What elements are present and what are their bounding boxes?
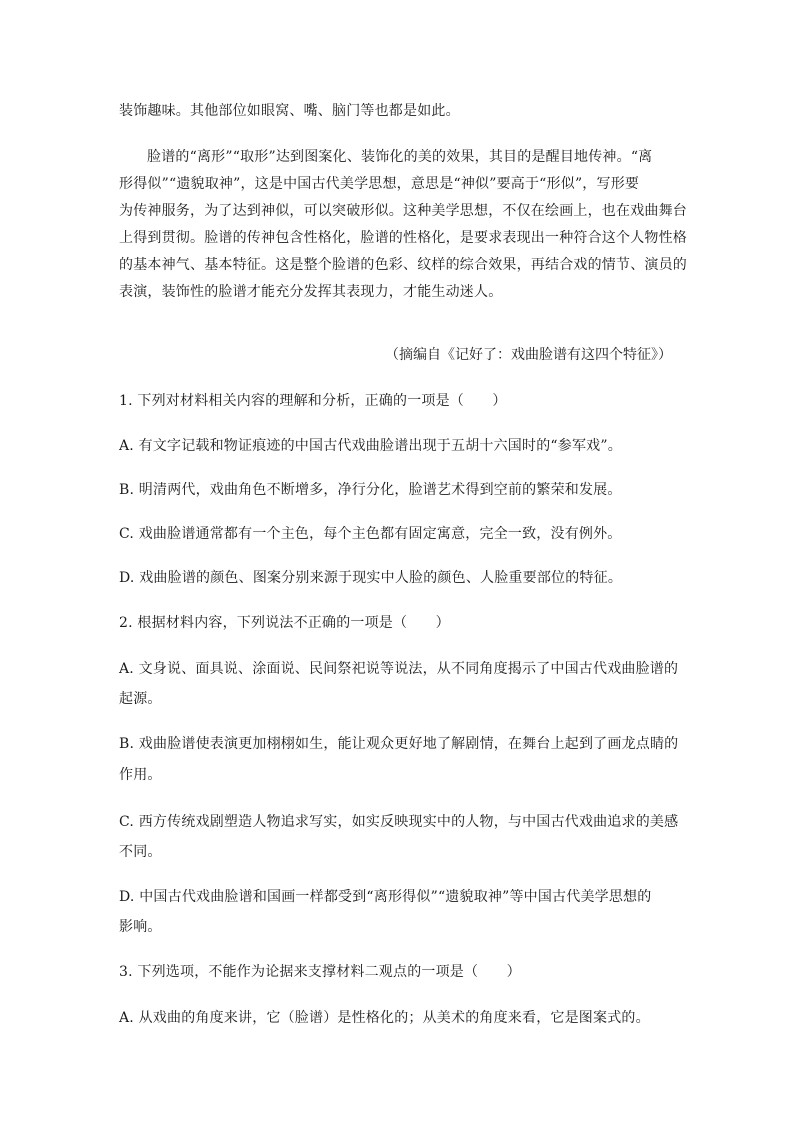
paragraph-line: 形得似”“遗貌取神”，这是中国古代美学思想，意思是“神似”要高于“形似”，写形要: [119, 176, 640, 192]
continuation-line: 装饰趣味。其他部位如眼窝、嘴、脑门等也都是如此。: [119, 103, 460, 119]
question-stem: 2. 根据材料内容，下列说法不正确的一项是（ ）: [119, 615, 450, 631]
option-line: A. 从戏曲的角度来讲，它（脸谱）是性格化的；从美术的角度来看，它是图案式的。: [119, 1010, 650, 1026]
paragraph-line: 的基本神气、基本特征。这是整个脸谱的色彩、纹样的综合效果，再结合戏的情节、演员的: [119, 257, 687, 273]
paragraph-line: 上得到贯彻。脸谱的传神包含性格化，脸谱的性格化，是要求表现出一种符合这个人物性格: [119, 230, 687, 246]
option-line: A. 有文字记载和物证痕迹的中国古代戏曲脸谱出现于五胡十六国时的“参军戏”。: [119, 438, 622, 454]
option-line: D. 戏曲脸谱的颜色、图案分别来源于现实中人脸的颜色、人脸重要部位的特征。: [119, 570, 623, 586]
paragraph-line: 脸谱的“离形”“取形”达到图案化、装饰化的美的效果，其目的是醒目地传神。“离: [147, 149, 653, 165]
option-line-continuation: 不同。: [119, 844, 162, 860]
option-line-continuation: 起源。: [119, 691, 162, 707]
paragraph-line: 表演，装饰性的脸谱才能充分发挥其表现力，才能生动迷人。: [119, 284, 503, 300]
option-line: B. 明清两代，戏曲角色不断增多，净行分化，脸谱艺术得到空前的繁荣和发展。: [119, 482, 622, 498]
option-line: D. 中国古代戏曲脸谱和国画一样都受到“离形得似”“遗貌取神”等中国古代美学思想的: [119, 889, 652, 905]
option-line-continuation: 影响。: [119, 919, 162, 935]
option-line: C. 戏曲脸谱通常都有一个主色，每个主色都有固定寓意，完全一致，没有例外。: [119, 526, 622, 542]
option-line: C. 西方传统戏剧塑造人物追求写实，如实反映现实中的人物，与中国古代戏曲追求的美感: [119, 814, 679, 830]
question-stem: 1. 下列对材料相关内容的理解和分析，正确的一项是（ ）: [119, 393, 507, 409]
question-stem: 3. 下列选项，不能作为论据来支撑材料二观点的一项是（ ）: [119, 964, 521, 980]
option-line: A. 文身说、面具说、涂面说、民间祭祀说等说法，从不同角度揭示了中国古代戏曲脸谱的: [119, 661, 679, 677]
option-line: B. 戏曲脸谱使表演更加栩栩如生，能让观众更好地了解剧情，在舞台上起到了画龙点睛的: [119, 736, 679, 752]
option-line-continuation: 作用。: [119, 767, 162, 783]
source-attribution: （摘编自《记好了：戏曲脸谱有这四个特征》）: [385, 347, 672, 363]
paragraph-line: 为传神服务，为了达到神似，可以突破形似。这种美学思想，不仅在绘画上，也在戏曲舞台: [119, 203, 687, 219]
